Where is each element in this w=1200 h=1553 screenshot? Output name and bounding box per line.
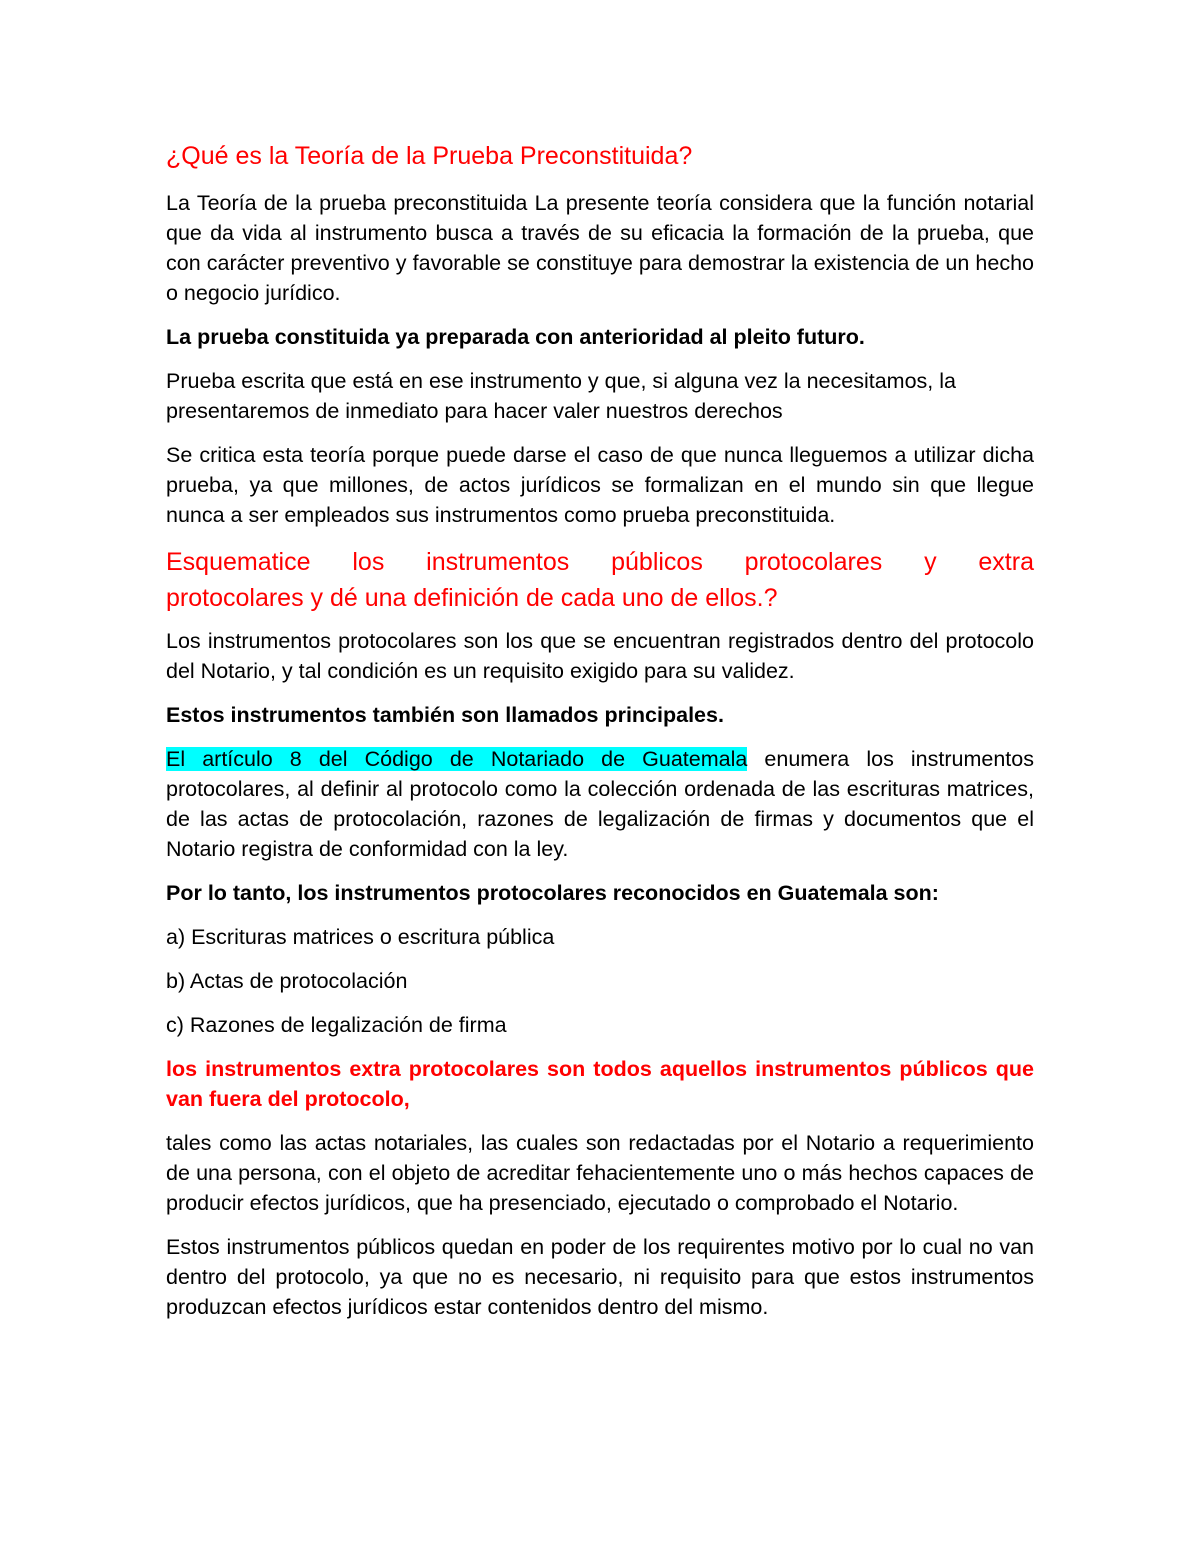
paragraph-articulo-8-rest: enumera los instrumentos protocolares, al definir al protocolo como la colección ordenada de las escrituras matrices, de las actas de protocolación, razones de legalización de firmas y documentos que el Notario registra de conformidad con la ley. <box>166 747 1034 861</box>
paragraph-prueba-escrita: Prueba escrita que está en ese instrumento y que, si alguna vez la necesitamos, la presentaremos de inmediato para hacer valer nuestros derechos <box>166 369 956 423</box>
paragraph-teoria-definicion: La Teoría de la prueba preconstituida La presente teoría considera que la función notarial que da vida al instrumento busca a través de su eficacia la formación de la prueba, que con carácter preventivo y favorable se constituye para demostrar la existencia de un hecho o negocio jurídico. <box>166 191 1034 305</box>
paragraph-actas-notariales: tales como las actas notariales, las cuales son redactadas por el Notario a requerimiento de una persona, con el objeto de acreditar fehacientemente uno o más hechos capaces de producir efectos jurídicos, que ha presenciado, ejecutado o comprobado el Notario. <box>166 1131 1034 1215</box>
heading-esquematice-line1: Esquematice los instrumentos públicos protocolares y extra <box>166 548 1034 576</box>
heading-esquematice-line2: protocolares y dé una definición de cada uno de ellos.? <box>166 584 778 612</box>
document-page <box>166 138 1034 1336</box>
paragraph-poder-requirentes: Estos instrumentos públicos quedan en poder de los requirentes motivo por lo cual no van dentro del protocolo, ya que no es necesario, ni requisito para que estos instrumentos produzcan efectos jurídicos estar contenidos dentro del mismo. <box>166 1235 1034 1319</box>
heading-esquematice <box>166 544 1034 616</box>
list-item: b) Actas de protocolación <box>166 969 408 993</box>
paragraph-reconocidos-guatemala: Por lo tanto, los instrumentos protocolares reconocidos en Guatemala son: <box>166 881 939 905</box>
heading-teoria-prueba: ¿Qué es la Teoría de la Prueba Preconstituida? <box>166 142 693 170</box>
paragraph-critica-teoria: Se critica esta teoría porque puede darse el caso de que nunca lleguemos a utilizar dicha prueba, ya que millones, de actos jurídicos se formalizan en el mundo sin que llegue nunca a ser empleados sus instrumentos como prueba preconstituida. <box>166 443 1034 527</box>
paragraph-prueba-constituida: La prueba constituida ya preparada con anterioridad al pleito futuro. <box>166 325 865 349</box>
paragraph-instrumentos-protocolares: Los instrumentos protocolares son los que se encuentran registrados dentro del protocolo del Notario, y tal condición es un requisito exigido para su validez. <box>166 629 1034 683</box>
paragraph-articulo-8 <box>166 744 1034 864</box>
paragraph-llamados-principales: Estos instrumentos también son llamados principales. <box>166 703 724 727</box>
list-item: c) Razones de legalización de firma <box>166 1013 507 1037</box>
list-item: a) Escrituras matrices o escritura pública <box>166 925 555 949</box>
highlighted-text: El artículo 8 del Código de Notariado de Guatemala <box>166 747 748 771</box>
paragraph-extra-protocolares: los instrumentos extra protocolares son todos aquellos instrumentos públicos que van fuera del protocolo, <box>166 1057 1034 1111</box>
